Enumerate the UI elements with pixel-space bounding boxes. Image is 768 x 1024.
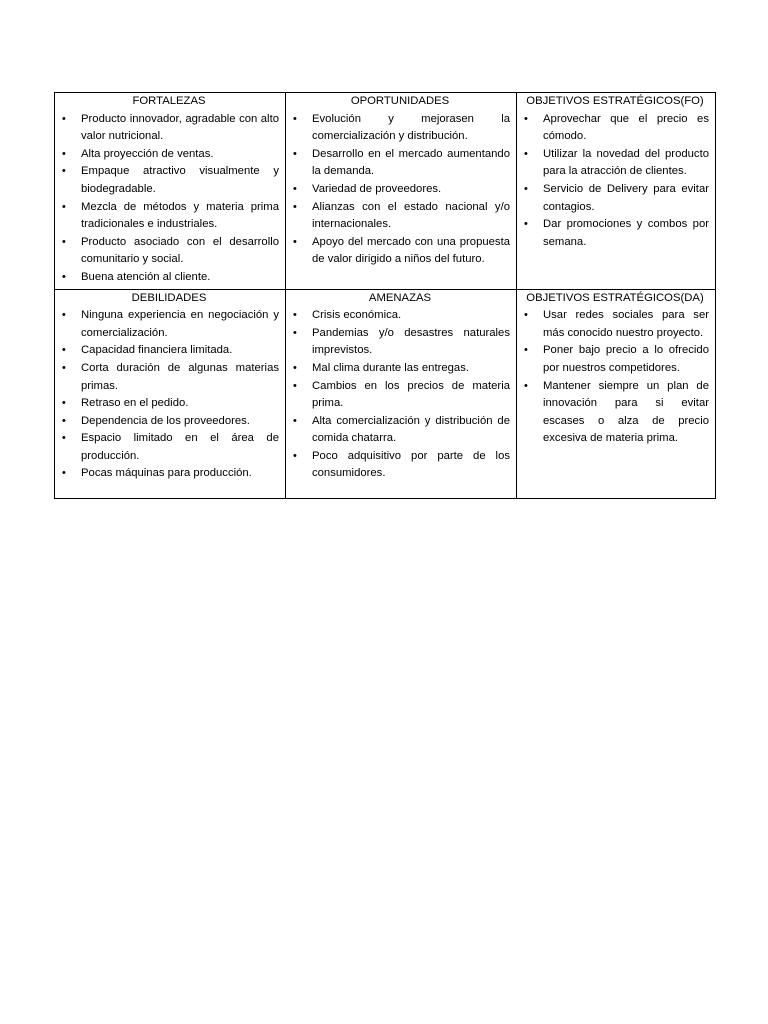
cell-objetivos-da: [517, 289, 716, 498]
list-item: • Usar redes sociales para ser más conocido nuestro proyecto.: [521, 307, 709, 342]
fortalezas-list: [59, 111, 279, 287]
list-item: • Desarrollo en el mercado aumentando la demanda.: [290, 146, 510, 181]
list-item: • Producto innovador, agradable con alto valor nutricional.: [59, 111, 279, 146]
amenazas-heading: AMENAZAS: [368, 291, 432, 304]
objetivos-da-list: [521, 307, 709, 448]
cell-objetivos-fo: [517, 93, 716, 290]
list-item: • Dar promociones y combos por semana.: [521, 216, 709, 251]
amenazas-list: [290, 307, 510, 483]
objetivos-fo-list: [521, 111, 709, 252]
oportunidades-heading: OPORTUNIDADES: [350, 95, 450, 107]
list-item: • Espacio limitado en el área de producción.: [59, 430, 279, 465]
list-item: • Poco adquisitivo por parte de los consumidores.: [290, 448, 510, 483]
list-item: • Capacidad financiera limitada.: [59, 342, 279, 360]
list-item: • Retraso en el pedido.: [59, 395, 279, 413]
list-item: • Pocas máquinas para producción.: [59, 465, 279, 483]
cell-oportunidades: [286, 93, 517, 290]
cell-amenazas: [286, 289, 517, 498]
debilidades-list: [59, 307, 279, 483]
list-item: • Alianzas con el estado nacional y/o internacionales.: [290, 199, 510, 234]
list-item: • Alta comercialización y distribución de comida chatarra.: [290, 413, 510, 448]
list-item: • Variedad de proveedores.: [290, 181, 510, 199]
list-item: • Buena atención al cliente.: [59, 269, 279, 287]
list-item: • Apoyo del mercado con una propuesta de valor dirigido a niños del futuro.: [290, 234, 510, 269]
list-item: • Crisis económica.: [290, 307, 510, 325]
list-item: • Aprovechar que el precio es cómodo.: [521, 111, 709, 146]
cell-fortalezas: [55, 93, 286, 290]
list-item: • Servicio de Delivery para evitar contagios.: [521, 181, 709, 216]
list-item: • Empaque atractivo visualmente y biodegradable.: [59, 163, 279, 198]
list-item: • Poner bajo precio a lo ofrecido por nuestros competidores.: [521, 342, 709, 377]
list-item: • Pandemias y/o desastres naturales imprevistos.: [290, 325, 510, 360]
debilidades-heading: DEBILIDADES: [131, 291, 207, 304]
fortalezas-heading: FORTALEZAS: [132, 95, 206, 107]
swot-matrix-table: [54, 92, 716, 499]
list-item: • Evolución y mejorasen la comercialización y distribución.: [290, 111, 510, 146]
list-item: • Mezcla de métodos y materia prima tradicionales e industriales.: [59, 199, 279, 234]
oportunidades-list: [290, 111, 510, 269]
list-item: • Utilizar la novedad del producto para la atracción de clientes.: [521, 146, 709, 181]
list-item: • Ninguna experiencia en negociación y comercialización.: [59, 307, 279, 342]
list-item: • Alta proyección de ventas.: [59, 146, 279, 164]
cell-debilidades: [55, 289, 286, 498]
list-item: • Producto asociado con el desarrollo comunitario y social.: [59, 234, 279, 269]
swot-row-bottom: [55, 289, 716, 498]
list-item: • Dependencia de los proveedores.: [59, 413, 279, 431]
objetivos-fo-heading: OBJETIVOS ESTRATÉGICOS(FO): [526, 95, 704, 107]
list-item: • Cambios en los precios de materia prima.: [290, 378, 510, 413]
list-item: • Mal clima durante las entregas.: [290, 360, 510, 378]
objetivos-da-heading: OBJETIVOS ESTRATÉGICOS(DA): [526, 291, 704, 304]
list-item: • Corta duración de algunas materias primas.: [59, 360, 279, 395]
list-item: • Mantener siempre un plan de innovación para si evitar escases o alza de precio excesiva de materia prima.: [521, 378, 709, 448]
swot-row-top: [55, 93, 716, 290]
